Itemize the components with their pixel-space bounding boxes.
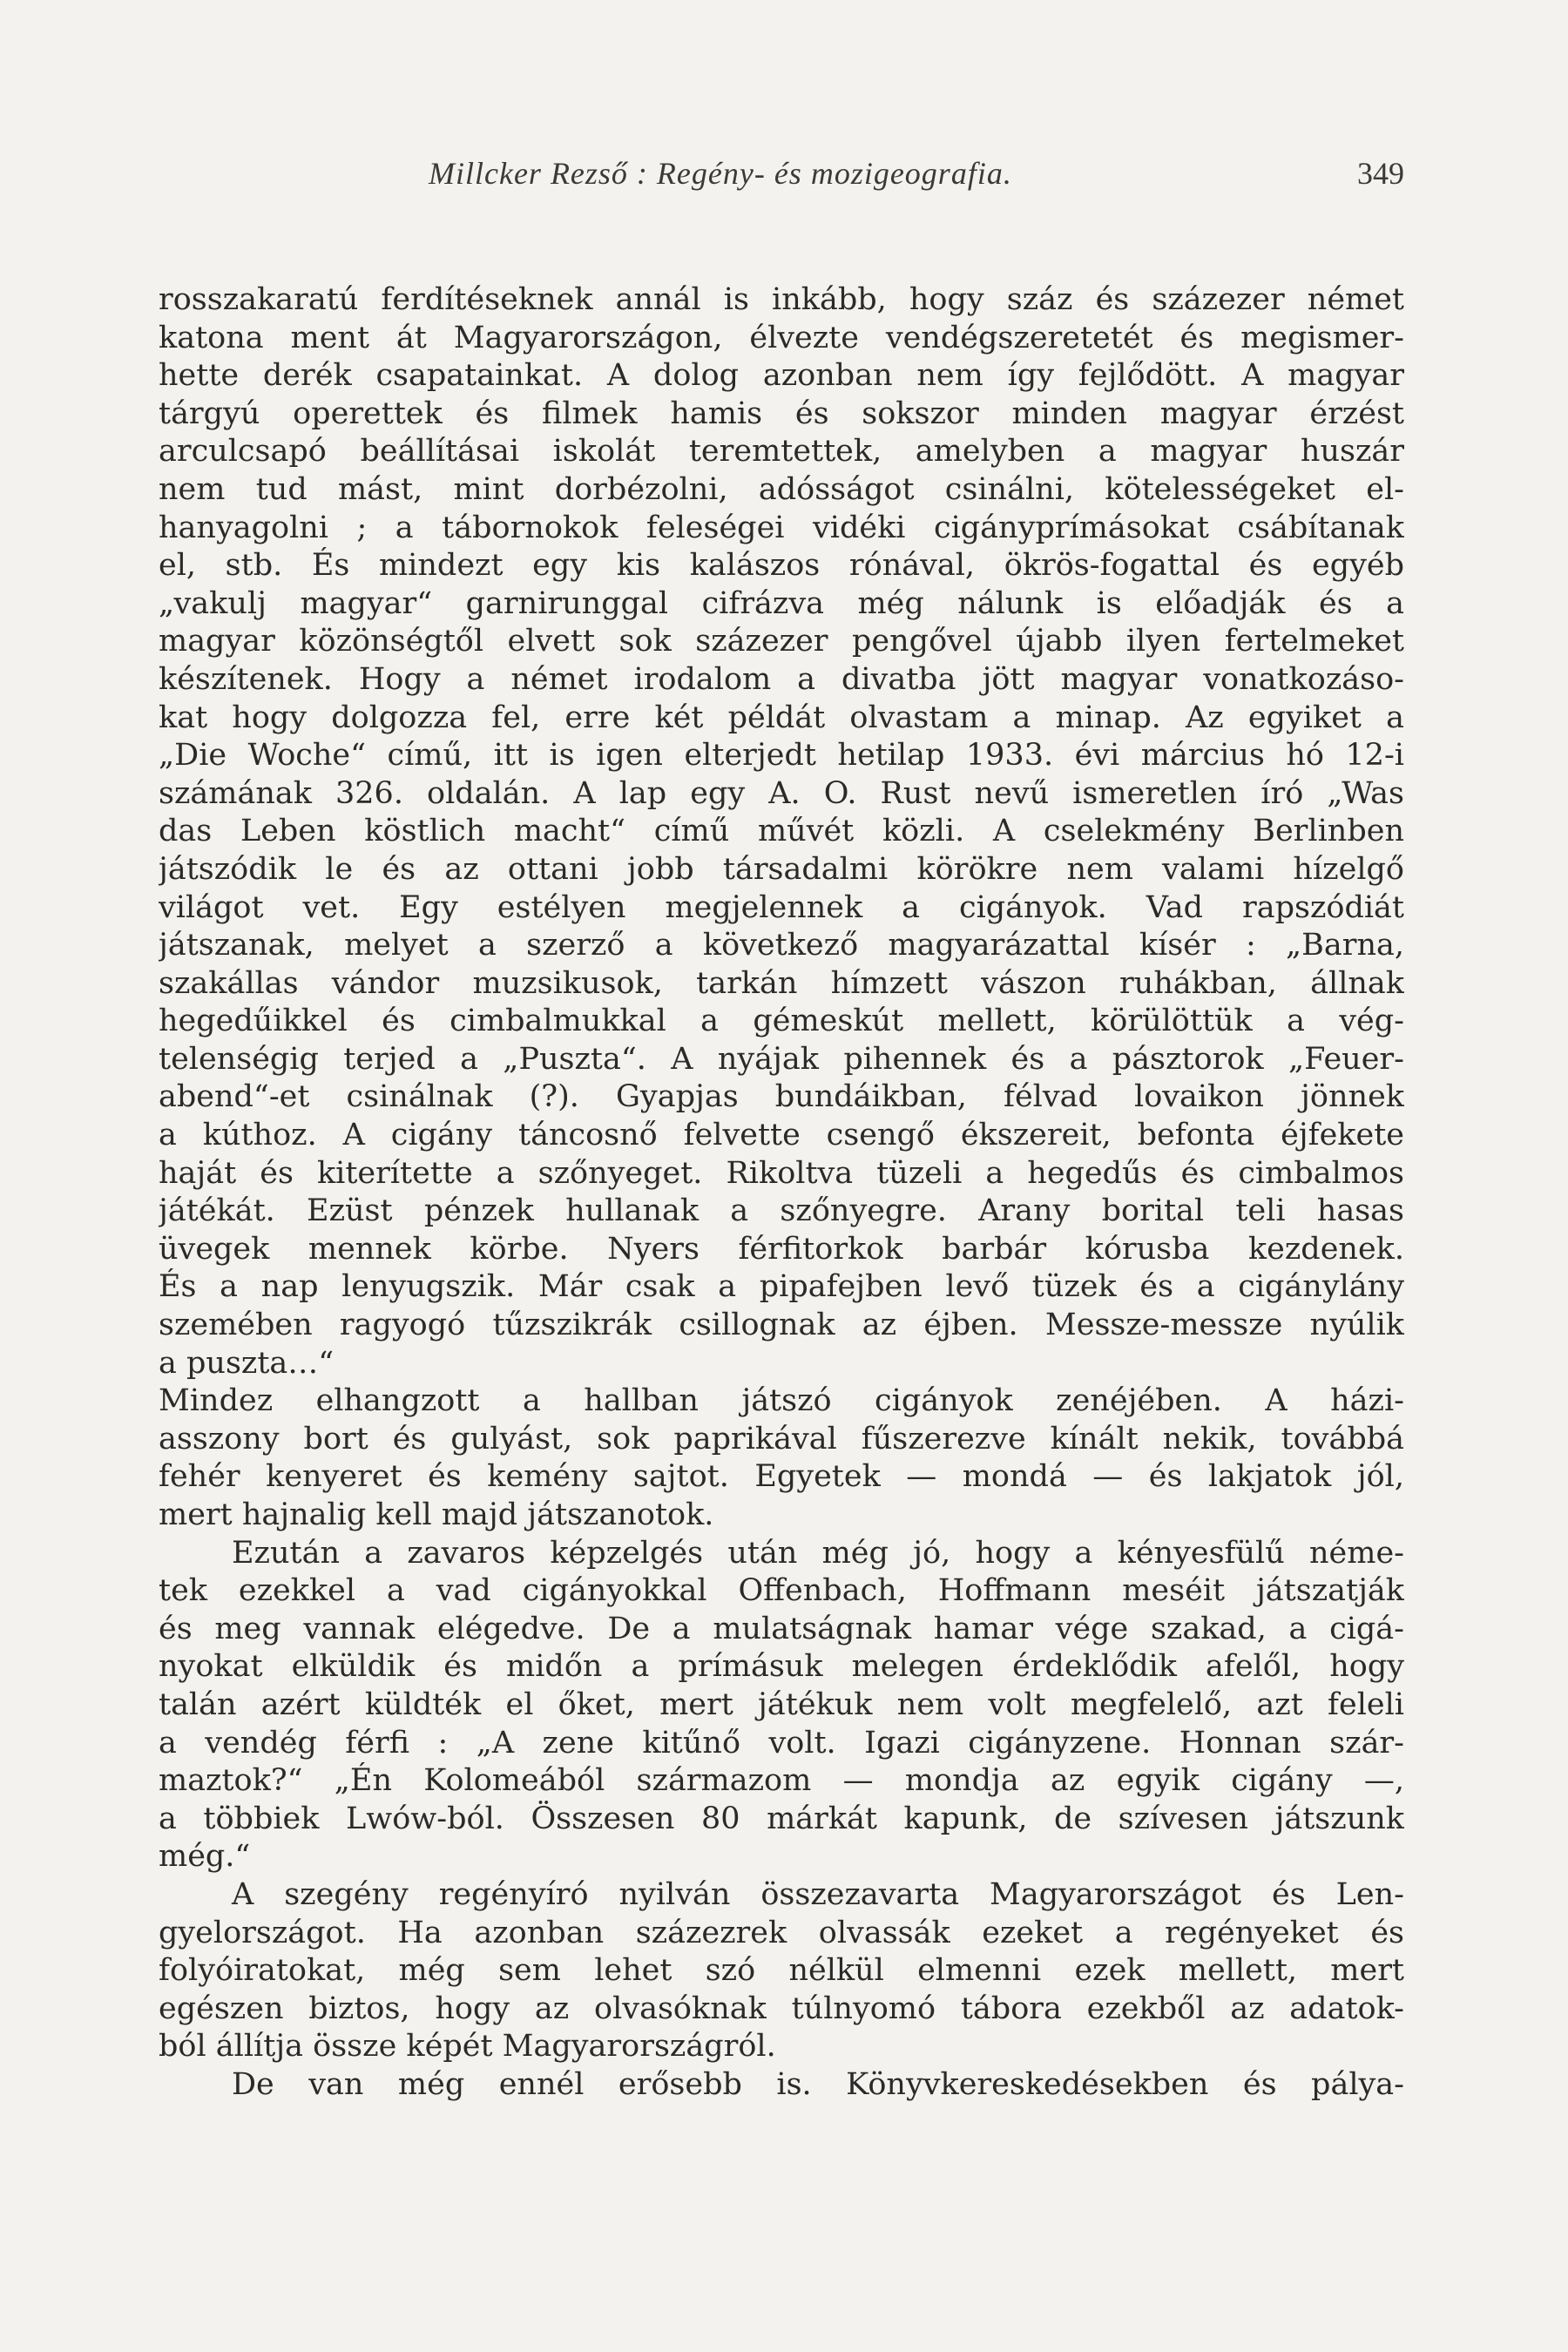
text-line: világot vet. Egy estélyen megjelennek a cigányok. Vad rapszódiát [159, 889, 1404, 925]
body-text [159, 281, 1404, 2105]
text-line: játszanak, melyet a szerző a következő magyarázattal kísér : „Barna, [159, 928, 1404, 963]
text-line: készítenek. Hogy a német irodalom a divatba jött magyar vonatkozáso- [159, 661, 1404, 697]
text-line: kat hogy dolgozza fel, erre két példát olvastam a minap. Az egyiket a [159, 700, 1404, 735]
text-line: hanyagolni ; a tábornokok feleségei vidéki cigányprímásokat csábítanak [159, 510, 1404, 545]
text-line: hette derék csapatainkat. A dolog azonban nem így fejlődött. A magyar [159, 358, 1404, 394]
text-line: játszódik le és az ottani jobb társadalmi körökre nem valami hízelgő [159, 851, 1404, 887]
text-line: talán azért küldték el őket, mert játékuk nem volt megfelelő, azt feleli [159, 1686, 1404, 1722]
text-line: ból állítja össze képét Magyarországról. [159, 2029, 776, 2065]
text-line: katona ment át Magyarországon, élvezte vendégszeretetét és megismer- [159, 320, 1404, 355]
text-line: egészen biztos, hogy az olvasóknak túlnyomó tábora ezekből az adatok- [159, 1990, 1404, 2026]
page-number: 349 [1357, 156, 1404, 191]
text-line: és meg vannak elégedve. De a mulatságnak hamar vége szakad, a cigá- [159, 1611, 1404, 1646]
text-line: „Die Woche“ című, itt is igen elterjedt hetilap 1933. évi március hó 12-i [159, 738, 1404, 774]
text-line: maztok?“ „Én Kolomeából származom — mondja az egyik cigány —, [159, 1763, 1404, 1799]
text-line: még.“ [159, 1839, 251, 1875]
text-line: nem tud mást, mint dorbézolni, adósságot csinálni, kötelességeket el- [159, 471, 1404, 507]
text-line: nyokat elküldik és midőn a prímásuk melegen érdeklődik afelől, hogy [159, 1649, 1404, 1685]
text-line: szakállas vándor muzsikusok, tarkán hímzett vászon ruhákban, állnak [159, 965, 1404, 1001]
text-line: De van még ennél erősebb is. Könyvkereskedésekben és pálya- [232, 2066, 1404, 2102]
text-line: „vakulj magyar“ garnirunggal cifrázva még nálunk is előadják és a [159, 585, 1404, 621]
text-line: szemében ragyogó tűzszikrák csillognak az éjben. Messze-messze nyúlik [159, 1308, 1404, 1343]
text-line: tárgyú operettek és filmek hamis és sokszor minden magyar érzést [159, 395, 1404, 431]
text-line: abend“-et csinálnak (?). Gyapjas bundáikban, félvad lovaikon jönnek [159, 1079, 1404, 1115]
text-line: haját és kiterítette a szőnyeget. Rikoltva tüzeli a hegedűs és cimbalmos [159, 1155, 1404, 1191]
text-line: a kúthoz. A cigány táncosnő felvette csengő ékszereit, befonta éjfekete [159, 1118, 1404, 1153]
text-line: mert hajnalig kell majd játszanotok. [159, 1497, 714, 1532]
text-line: tek ezekkel a vad cigányokkal Offenbach, Hoffmann meséit játszatják [159, 1573, 1404, 1609]
text-line: számának 326. oldalán. A lap egy A. O. Rust nevű ismeretlen író „Was [159, 775, 1404, 811]
text-line: hegedűikkel és cimbalmukkal a gémeskút mellett, körülöttük a vég- [159, 1004, 1404, 1039]
text-line: fehér kenyeret és kemény sajtot. Egyetek — mondá — és lakjatok jól, [159, 1459, 1404, 1495]
text-line: a puszta…“ [159, 1345, 335, 1381]
text-line: Mindez elhangzott a hallban játszó cigányok zenéjében. A házi- [159, 1383, 1404, 1419]
text-line: arculcsapó beállításai iskolát teremtettek, amelyben a magyar huszár [159, 434, 1404, 470]
text-line: a többiek Lwów-ból. Összesen 80 márkát kapunk, de szívesen játszunk [159, 1801, 1404, 1836]
text-line: A szegény regényíró nyilván összezavarta Magyarországot és Len- [232, 1876, 1404, 1912]
running-header [159, 155, 1404, 199]
text-line: Ezután a zavaros képzelgés után még jó, hogy a kényesfülű néme- [232, 1535, 1404, 1571]
text-line: magyar közönségtől elvett sok százezer pengővel újabb ilyen fertelmeket [159, 624, 1404, 659]
text-line: gyelországot. Ha azonban százezrek olvassák ezeket a regényeket és [159, 1915, 1404, 1950]
text-line: telenségig terjed a „Puszta“. A nyájak pihennek és a pásztorok „Feuer- [159, 1041, 1404, 1077]
text-line: asszony bort és gulyást, sok paprikával fűszerezve kínált nekik, továbbá [159, 1421, 1404, 1456]
running-title: Millcker Rezső : Regény- és mozigeografia. [429, 156, 1012, 191]
text-line: a vendég férfi : „A zene kitűnő volt. Igazi cigányzene. Honnan szár- [159, 1725, 1404, 1761]
text-line: das Leben köstlich macht“ című művét közli. A cselekmény Berlinben [159, 814, 1404, 849]
text-line: rosszakaratú ferdítéseknek annál is inkább, hogy száz és százezer német [159, 282, 1404, 317]
text-line: játékát. Ezüst pénzek hullanak a szőnyegre. Arany borital teli hasas [159, 1193, 1404, 1229]
text-line: üvegek mennek körbe. Nyers férfitorkok barbár kórusba kezdenek. [159, 1231, 1404, 1267]
text-line: folyóiratokat, még sem lehet szó nélkül elmenni ezek mellett, mert [159, 1953, 1404, 1989]
text-line: És a nap lenyugszik. Már csak a pipafejben levő tüzek és a cigánylány [159, 1269, 1404, 1305]
text-line: el, stb. És mindezt egy kis kalászos rónával, ökrös-fogattal és egyéb [159, 548, 1404, 584]
